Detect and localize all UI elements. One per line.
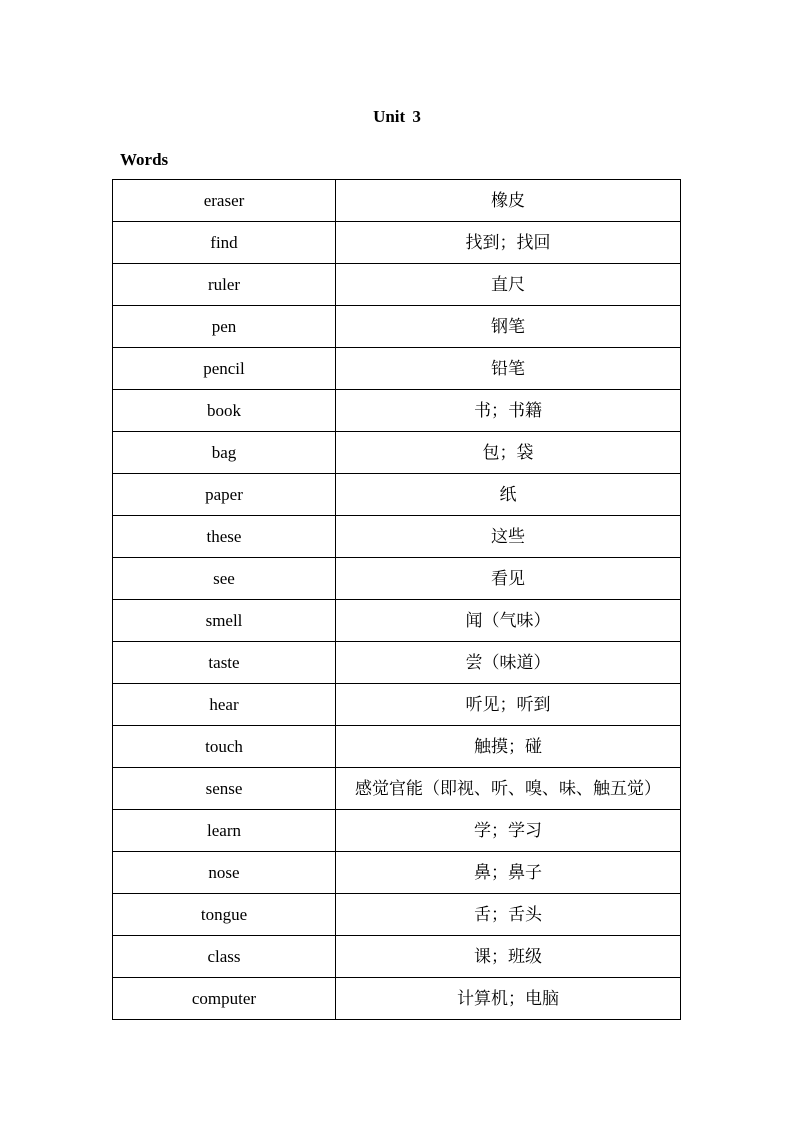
table-row bbox=[113, 306, 681, 348]
meaning-cell: 学；学习 bbox=[336, 810, 681, 852]
table-row bbox=[113, 558, 681, 600]
word-cell: smell bbox=[113, 600, 336, 642]
meaning-cell: 触摸；碰 bbox=[336, 726, 681, 768]
word-cell: learn bbox=[113, 810, 336, 852]
meaning-cell: 尝（味道） bbox=[336, 642, 681, 684]
word-cell: see bbox=[113, 558, 336, 600]
meaning-cell: 鼻；鼻子 bbox=[336, 852, 681, 894]
word-cell: paper bbox=[113, 474, 336, 516]
word-cell: nose bbox=[113, 852, 336, 894]
table-row bbox=[113, 516, 681, 558]
table-row bbox=[113, 264, 681, 306]
meaning-cell: 闻（气味） bbox=[336, 600, 681, 642]
meaning-cell: 这些 bbox=[336, 516, 681, 558]
vocabulary-table bbox=[112, 179, 681, 1020]
table-row bbox=[113, 600, 681, 642]
word-cell: these bbox=[113, 516, 336, 558]
word-cell: pencil bbox=[113, 348, 336, 390]
word-cell: find bbox=[113, 222, 336, 264]
meaning-cell: 感觉官能（即视、听、嗅、味、触五觉） bbox=[336, 768, 681, 810]
word-cell: eraser bbox=[113, 180, 336, 222]
word-cell: class bbox=[113, 936, 336, 978]
table-row bbox=[113, 768, 681, 810]
table-row bbox=[113, 180, 681, 222]
meaning-cell: 舌；舌头 bbox=[336, 894, 681, 936]
meaning-cell: 铅笔 bbox=[336, 348, 681, 390]
word-cell: taste bbox=[113, 642, 336, 684]
section-heading-words: Words bbox=[120, 150, 169, 169]
word-cell: pen bbox=[113, 306, 336, 348]
table-row bbox=[113, 726, 681, 768]
meaning-cell: 计算机；电脑 bbox=[336, 978, 681, 1020]
meaning-cell: 看见 bbox=[336, 558, 681, 600]
meaning-cell: 书；书籍 bbox=[336, 390, 681, 432]
meaning-cell: 课；班级 bbox=[336, 936, 681, 978]
meaning-cell: 包；袋 bbox=[336, 432, 681, 474]
meaning-cell: 直尺 bbox=[336, 264, 681, 306]
word-cell: sense bbox=[113, 768, 336, 810]
meaning-cell: 纸 bbox=[336, 474, 681, 516]
table-row bbox=[113, 978, 681, 1020]
meaning-cell: 听见；听到 bbox=[336, 684, 681, 726]
table-row bbox=[113, 222, 681, 264]
table-row bbox=[113, 936, 681, 978]
meaning-cell: 找到；找回 bbox=[336, 222, 681, 264]
page-title: Unit 3 bbox=[373, 107, 421, 126]
word-cell: bag bbox=[113, 432, 336, 474]
meaning-cell: 钢笔 bbox=[336, 306, 681, 348]
word-cell: computer bbox=[113, 978, 336, 1020]
word-cell: hear bbox=[113, 684, 336, 726]
table-row bbox=[113, 684, 681, 726]
table-row bbox=[113, 348, 681, 390]
word-cell: book bbox=[113, 390, 336, 432]
word-cell: touch bbox=[113, 726, 336, 768]
table-row bbox=[113, 432, 681, 474]
table-row bbox=[113, 852, 681, 894]
table-row bbox=[113, 810, 681, 852]
table-row bbox=[113, 474, 681, 516]
meaning-cell: 橡皮 bbox=[336, 180, 681, 222]
table-row bbox=[113, 642, 681, 684]
word-cell: ruler bbox=[113, 264, 336, 306]
vocabulary-table-body bbox=[113, 180, 681, 1020]
table-row bbox=[113, 894, 681, 936]
table-row bbox=[113, 390, 681, 432]
word-cell: tongue bbox=[113, 894, 336, 936]
